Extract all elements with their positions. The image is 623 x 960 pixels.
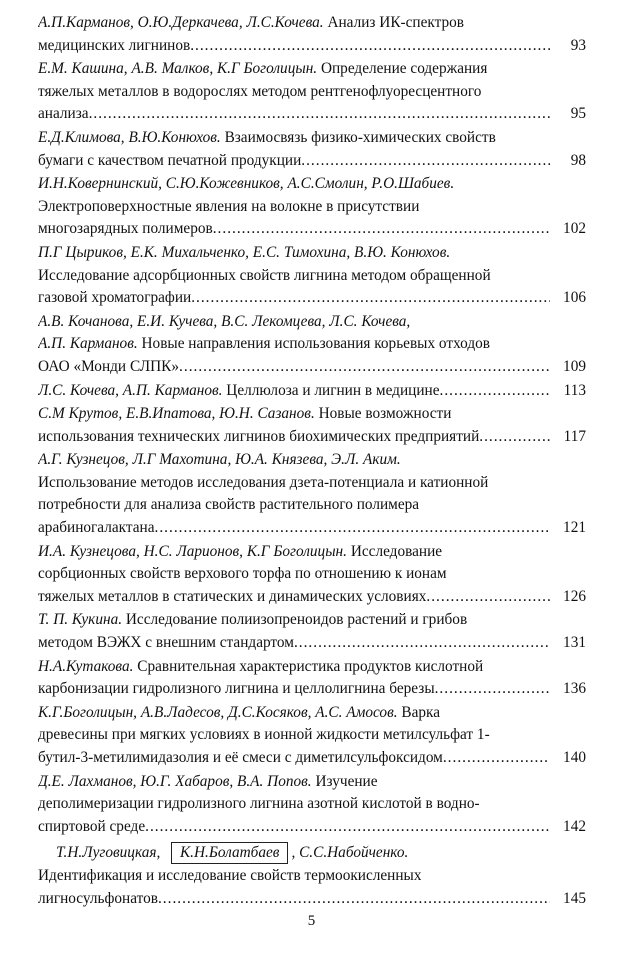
toc-page: 98 <box>570 151 586 169</box>
toc-authors: Н.А.Кутакова. <box>38 657 134 675</box>
toc-entry <box>38 242 586 310</box>
toc-title: деполимеризации гидролизного лигнина азотной кислотой в водно- <box>38 795 480 813</box>
toc-page: 140 <box>563 749 586 766</box>
toc-title: потребности для анализа свойств растительного полимера <box>38 496 420 514</box>
toc-entry <box>38 702 586 770</box>
toc-entry <box>38 609 586 654</box>
toc-entry <box>38 311 586 379</box>
toc-authors: А.П.Карманов, О.Ю.Деркачева, Л.С.Кочева. <box>38 14 324 31</box>
toc-title: медицинских лигнинов <box>38 36 191 54</box>
toc-title: использования технических лигнинов биохимических предприятий <box>38 427 480 445</box>
toc-authors: Д.Е. Лахманов, Ю.Г. Хабаров, В.А. Попов. <box>38 772 312 790</box>
toc-title: тяжелых металлов в водорослях методом рентгенофлуоресцентного <box>38 82 482 100</box>
toc-page: 93 <box>570 36 586 54</box>
toc-entry <box>38 58 586 126</box>
toc-authors: И.Н.Ковернинский, С.Ю.Кожевников, А.С.Смолин, Р.О.Шабиев. <box>38 175 455 193</box>
toc-authors: А.П. Карманов. <box>38 335 138 353</box>
toc-authors: Т.Н.Луговицкая, <box>56 844 161 862</box>
toc-title: лигносульфонатов <box>38 889 158 907</box>
toc-page: 126 <box>563 587 586 605</box>
toc-authors: Е.М. Кашина, А.В. Малков, К.Г Боголицын. <box>38 60 318 78</box>
toc-title: Исследование адсорбционных свойств лигнина методом обращенной <box>38 266 491 284</box>
toc-title: Сравнительная характеристика продуктов кислотной <box>137 657 484 675</box>
toc-page: 113 <box>563 381 586 399</box>
toc-authors: И.А. Кузнецова, Н.С. Ларионов, К.Г Боголицын. <box>38 542 347 560</box>
toc-entry <box>38 173 586 241</box>
toc-title: Использование методов исследования дзета-потенциала и катионной <box>38 473 489 491</box>
toc-entry <box>38 656 586 701</box>
boxed-author: К.Н.Болатбаев <box>171 842 288 864</box>
toc-title: древесины при мягких условиях в ионной жидкости метилсульфат 1- <box>38 726 490 744</box>
toc-title: ОАО «Монди СЛПК» <box>38 357 180 375</box>
toc-page: 131 <box>563 634 586 652</box>
toc-page: 106 <box>563 289 586 307</box>
toc-title: бумаги с качеством печатной продукции <box>38 151 302 169</box>
toc-title: методом ВЭЖХ с внешним стандартом <box>38 634 294 652</box>
toc-title: сорбционных свойств верхового торфа по отношению к ионам <box>38 565 447 583</box>
toc-title: спиртовой среде <box>38 817 146 835</box>
toc-title: Определение содержания <box>320 60 488 78</box>
toc-authors: Л.С. Кочева, А.П. Карманов. <box>38 381 223 399</box>
toc-authors: А.Г. Кузнецов, Л.Г Махотина, Ю.А. Князева, Э.Л. Аким. <box>38 451 401 469</box>
toc-title: газовой хроматографии <box>38 289 192 307</box>
toc-page: 117 <box>563 427 586 445</box>
toc-page: 142 <box>563 817 586 835</box>
toc-page: 95 <box>570 105 586 123</box>
toc-title: Варка <box>401 703 441 721</box>
toc-title: Взаимосвязь физико-химических свойств <box>224 128 496 146</box>
toc-authors: Е.Д.Климова, В.Ю.Конюхов. <box>38 128 221 146</box>
toc-entry <box>38 127 586 172</box>
toc-title: Изучение <box>315 772 378 790</box>
toc-title: Электроповерхностные явления на волокне в присутствии <box>38 197 420 215</box>
table-of-contents <box>38 12 586 911</box>
toc-entry <box>38 541 586 609</box>
toc-title: бутил-3-метилимидазолия и её смеси с диметилсульфоксидом <box>38 749 443 766</box>
toc-page: 121 <box>563 519 586 537</box>
toc-authors: Т. П. Кукина. <box>38 611 123 629</box>
toc-title: карбонизации гидролизного лигнина и целлолигнина березы <box>38 680 435 698</box>
toc-page: 102 <box>563 220 586 238</box>
toc-title: анализа <box>38 105 89 123</box>
page-number: 5 <box>307 913 316 929</box>
toc-authors: С.М Крутов, Е.В.Ипатова, Ю.Н. Сазанов. <box>38 405 315 423</box>
toc-authors: А.В. Кочанова, Е.И. Кучева, В.С. Лекомцева, Л.С. Кочева, <box>38 312 411 330</box>
toc-title: Новые возможности <box>318 405 452 423</box>
toc-title: Целлюлоза и лигнин в медицине <box>226 381 440 399</box>
toc-entry <box>38 449 586 539</box>
toc-entry <box>38 842 586 910</box>
toc-title: Новые направления использования корьевых отходов <box>141 335 490 353</box>
toc-authors: , С.С.Набойченко. <box>291 844 409 862</box>
toc-title: Идентификация и исследование свойств термоокисленных <box>38 866 422 884</box>
toc-authors: К.Г.Боголицын, А.В.Ладесов, Д.С.Косяков, А.С. Амосов. <box>38 703 398 721</box>
toc-page: 145 <box>563 889 586 907</box>
toc-authors: П.Г Цыриков, Е.К. Михальченко, Е.С. Тимохина, В.Ю. Конюхов. <box>38 243 451 261</box>
toc-title: многозарядных полимеров <box>38 220 213 238</box>
toc-page: 109 <box>563 357 586 375</box>
toc-title: арабиногалактана <box>38 519 155 537</box>
toc-entry <box>38 380 586 403</box>
toc-title: тяжелых металлов в статических и динамических условиях <box>38 587 427 605</box>
toc-title: Анализ ИК-спектров <box>327 14 465 31</box>
toc-title: Исследование <box>350 542 443 560</box>
toc-entry <box>38 12 586 57</box>
toc-entry <box>38 403 586 448</box>
toc-title: Исследование полиизопреноидов растений и грибов <box>125 611 468 629</box>
toc-entry <box>38 771 586 839</box>
toc-page: 136 <box>563 680 586 698</box>
